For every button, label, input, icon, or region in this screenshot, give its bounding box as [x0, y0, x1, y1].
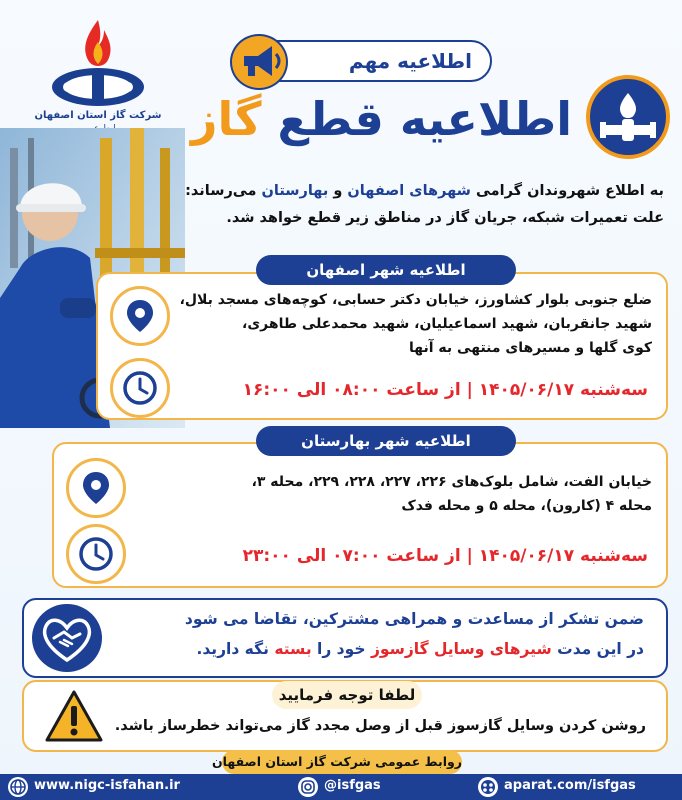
- important-badge: [232, 40, 492, 82]
- thanks-valves: شیرهای وسایل گازسوز: [370, 640, 552, 658]
- instagram-icon: [298, 777, 318, 797]
- gas-ring-emblem: [48, 64, 148, 110]
- warning-heading: لطفا توجه فرمایید: [272, 681, 422, 709]
- location-pin-icon: [110, 286, 170, 346]
- globe-icon: [8, 777, 28, 797]
- thanks-line-1: ضمن تشکر از مساعدت و همراهی مشترکین، تقاضا می شود: [184, 610, 644, 628]
- thanks-closed: بسته: [274, 640, 312, 658]
- handshake-heart-icon: [32, 604, 102, 672]
- footer-bar: [0, 774, 682, 800]
- location-pin-icon: [66, 458, 126, 518]
- intro-text: [185, 178, 664, 232]
- intro-line-1: [185, 178, 664, 205]
- warning-box: [22, 680, 668, 752]
- logo-company-name: شرکت گاز استان اصفهان: [34, 110, 162, 121]
- isfahan-schedule: سه‌شنبه ۱۴۰۵/۰۶/۱۷ | از ساعت ۰۸:۰۰ الی ۱۶:۰۰: [242, 380, 648, 400]
- title-part1: اطلاعیه قطع: [277, 92, 572, 146]
- social-handle-link[interactable]: @isfgas: [324, 778, 381, 793]
- isfahan-section-heading: اطلاعیه شهر اصفهان: [256, 255, 516, 285]
- clock-icon: [110, 358, 170, 418]
- intro-text-a: به اطلاع شهروندان گرامی: [470, 183, 664, 199]
- baharestan-address: [252, 470, 652, 518]
- megaphone-icon: [230, 34, 288, 90]
- footer-department: روابط عمومی شرکت گاز استان اصفهان: [222, 750, 462, 774]
- page-title: [191, 92, 572, 146]
- thanks-line-2: [196, 640, 644, 658]
- thanks-text-e: نگه دارید.: [196, 640, 275, 658]
- baharestan-address-line: خیابان الفت، شامل بلوک‌های ۲۲۶، ۲۲۷، ۲۲۸، ۲۲۹، محله ۳،: [251, 474, 652, 490]
- company-logo: [28, 18, 168, 133]
- isfahan-address-line: کوی گلها و مسیرهای منتهی به آنها: [409, 340, 652, 356]
- warning-body: روشن کردن وسایل گازسوز قبل از وصل مجدد گاز می‌تواند خطرساز باشد.: [114, 718, 646, 734]
- intro-text-e: می‌رساند:: [185, 183, 262, 199]
- thanks-text-c: خود را: [311, 640, 371, 658]
- baharestan-section-heading: اطلاعیه شهر بهارستان: [256, 426, 516, 456]
- intro-line-2: علت تعمیرات شبکه، جریان گاز در مناطق زیر قطع خواهد شد.: [226, 210, 664, 226]
- clock-icon: [66, 524, 126, 584]
- title-part2: گاز: [190, 92, 262, 146]
- thanks-text-a: در این مدت: [551, 640, 644, 658]
- intro-text-c: و: [328, 183, 348, 199]
- aparat-icon: [478, 777, 498, 797]
- warning-icon: [44, 688, 104, 744]
- gas-valve-icon: [586, 75, 670, 159]
- intro-city-isfahan: شهرهای اصفهان: [347, 183, 471, 199]
- website-link[interactable]: www.nigc-isfahan.ir: [34, 778, 180, 793]
- baharestan-schedule: سه‌شنبه ۱۴۰۵/۰۶/۱۷ | از ساعت ۰۷:۰۰ الی ۲۳:۰۰: [242, 546, 648, 566]
- baharestan-address-line: محله ۴ (کارون)، محله ۵ و محله فدک: [401, 498, 652, 514]
- thanks-box: [22, 598, 668, 678]
- intro-city-baharestan: بهارستان: [261, 183, 329, 199]
- aparat-link[interactable]: aparat.com/isfgas: [504, 778, 636, 793]
- badge-label: اطلاعیه مهم: [348, 49, 472, 73]
- isfahan-address: [180, 288, 652, 360]
- isfahan-address-line: شهید جانقربان، شهید اسماعیلیان، شهید محمدعلی طاهری،: [242, 316, 652, 332]
- isfahan-address-line: ضلع جنوبی بلوار کشاورز، خیابان دکتر حسابی، کوچه‌های مسجد بلال،: [179, 292, 652, 308]
